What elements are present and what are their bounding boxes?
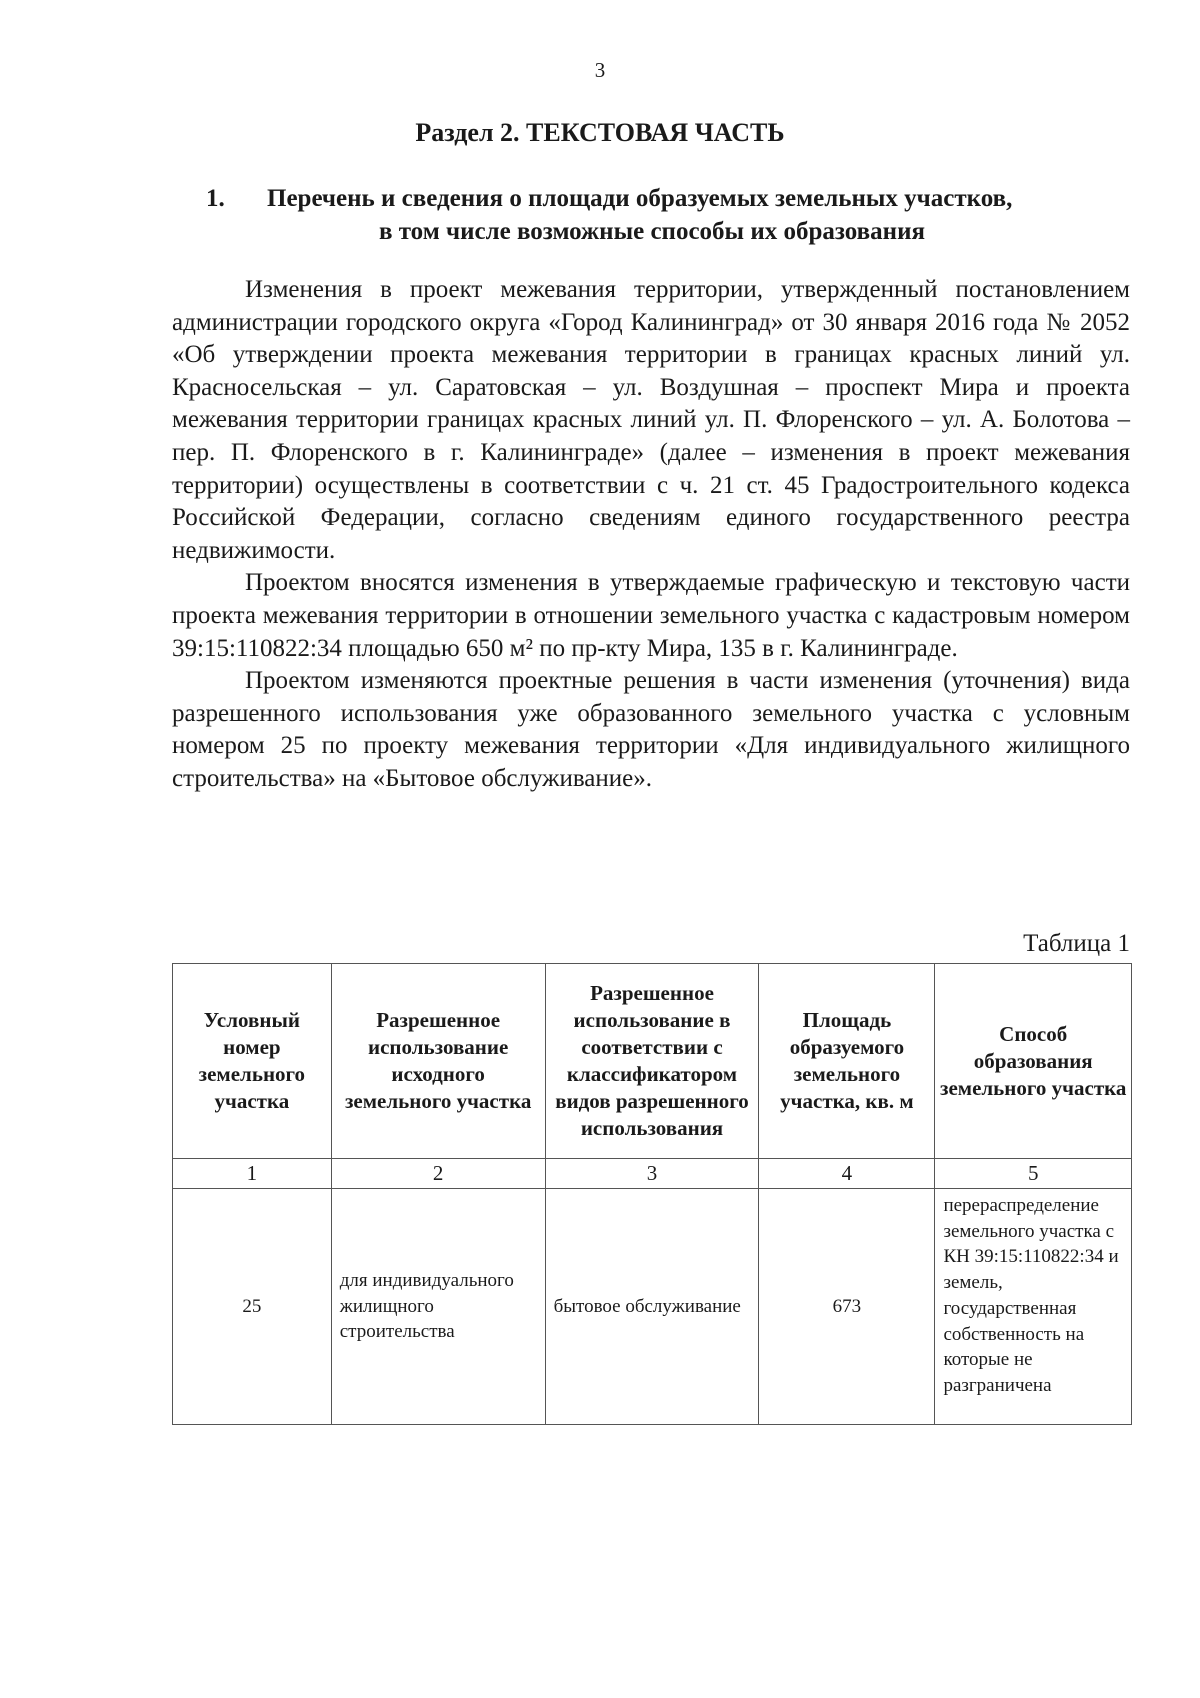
paragraph: Проектом вносятся изменения в утверждаемые графическую и текстовую части проекта межевания территории в отношении земельного участка с кадастровым номером 39:15:110822:34 площадью 650 м² по пр-кту Мира, 135 в г. Калининграде. [172, 569, 1130, 662]
cell-classified-use: бытовое обслуживание [545, 1189, 759, 1425]
header-plot-number: Условный номер земельного участка [173, 964, 332, 1159]
column-number-row [173, 1159, 1132, 1189]
heading-number: 1. [206, 185, 225, 212]
column-number: 3 [545, 1159, 759, 1189]
cell-plot-number: 25 [173, 1189, 332, 1425]
paragraph: Проектом изменяются проектные решения в части изменения (уточнения) вида разрешенного использования уже образованного земельного участка с условным номером 25 по проекту межевания территории «Для индивидуального жилищного строительства» на «Бытовое обслуживание». [172, 667, 1130, 792]
column-number: 5 [935, 1159, 1132, 1189]
section-title: Раздел 2. ТЕКСТОВАЯ ЧАСТЬ [415, 118, 785, 147]
heading-line-1: Перечень и сведения о площади образуемых земельных участков, [267, 185, 1013, 212]
column-number: 4 [759, 1159, 935, 1189]
land-plots-table [172, 963, 1132, 1425]
header-original-use: Разрешенное использование исходного земельного участка [331, 964, 545, 1159]
heading-line-2: в том числе возможные способы их образования [378, 218, 925, 245]
table-row [173, 1189, 1132, 1425]
paragraph: Изменения в проект межевания территории, утвержденный постановлением администрации городского округа «Город Калининград» от 30 января 2016 года № 2052 «Об утверждении проекта межевания территории в границах красных линий ул. Красносельская – ул. Саратовская – ул. Воздушная – проспект Мира и проекта межевания территории границах красных линий ул. П. Флоренского – ул. А. Болотова – пер. П. Флоренского в г. Калининграде» (далее – изменения в проект межевания территории) осуществлены в соответствии с ч. 21 ст. 45 Градостроительного кодекса Российской Федерации, согласно сведениям единого государственного реестра недвижимости. [172, 276, 1130, 564]
cell-original-use: для индивидуального жилищного строительства [331, 1189, 545, 1425]
cell-formation-method: перераспределение земельного участка с КН 39:15:110822:34 и земель, государственная собственность на которые не разграничена [935, 1189, 1132, 1425]
column-number: 1 [173, 1159, 332, 1189]
header-formation-method: Способ образования земельного участка [935, 964, 1132, 1159]
header-area: Площадь образуемого земельного участка, кв. м [759, 964, 935, 1159]
cell-area: 673 [759, 1189, 935, 1425]
table-header-row [173, 964, 1132, 1159]
table-caption: Таблица 1 [1023, 930, 1130, 957]
header-classified-use: Разрешенное использование в соответствии с классификатором видов разрешенного использования [545, 964, 759, 1159]
body-text [172, 274, 1130, 796]
column-number: 2 [331, 1159, 545, 1189]
page-number: 3 [594, 58, 606, 82]
